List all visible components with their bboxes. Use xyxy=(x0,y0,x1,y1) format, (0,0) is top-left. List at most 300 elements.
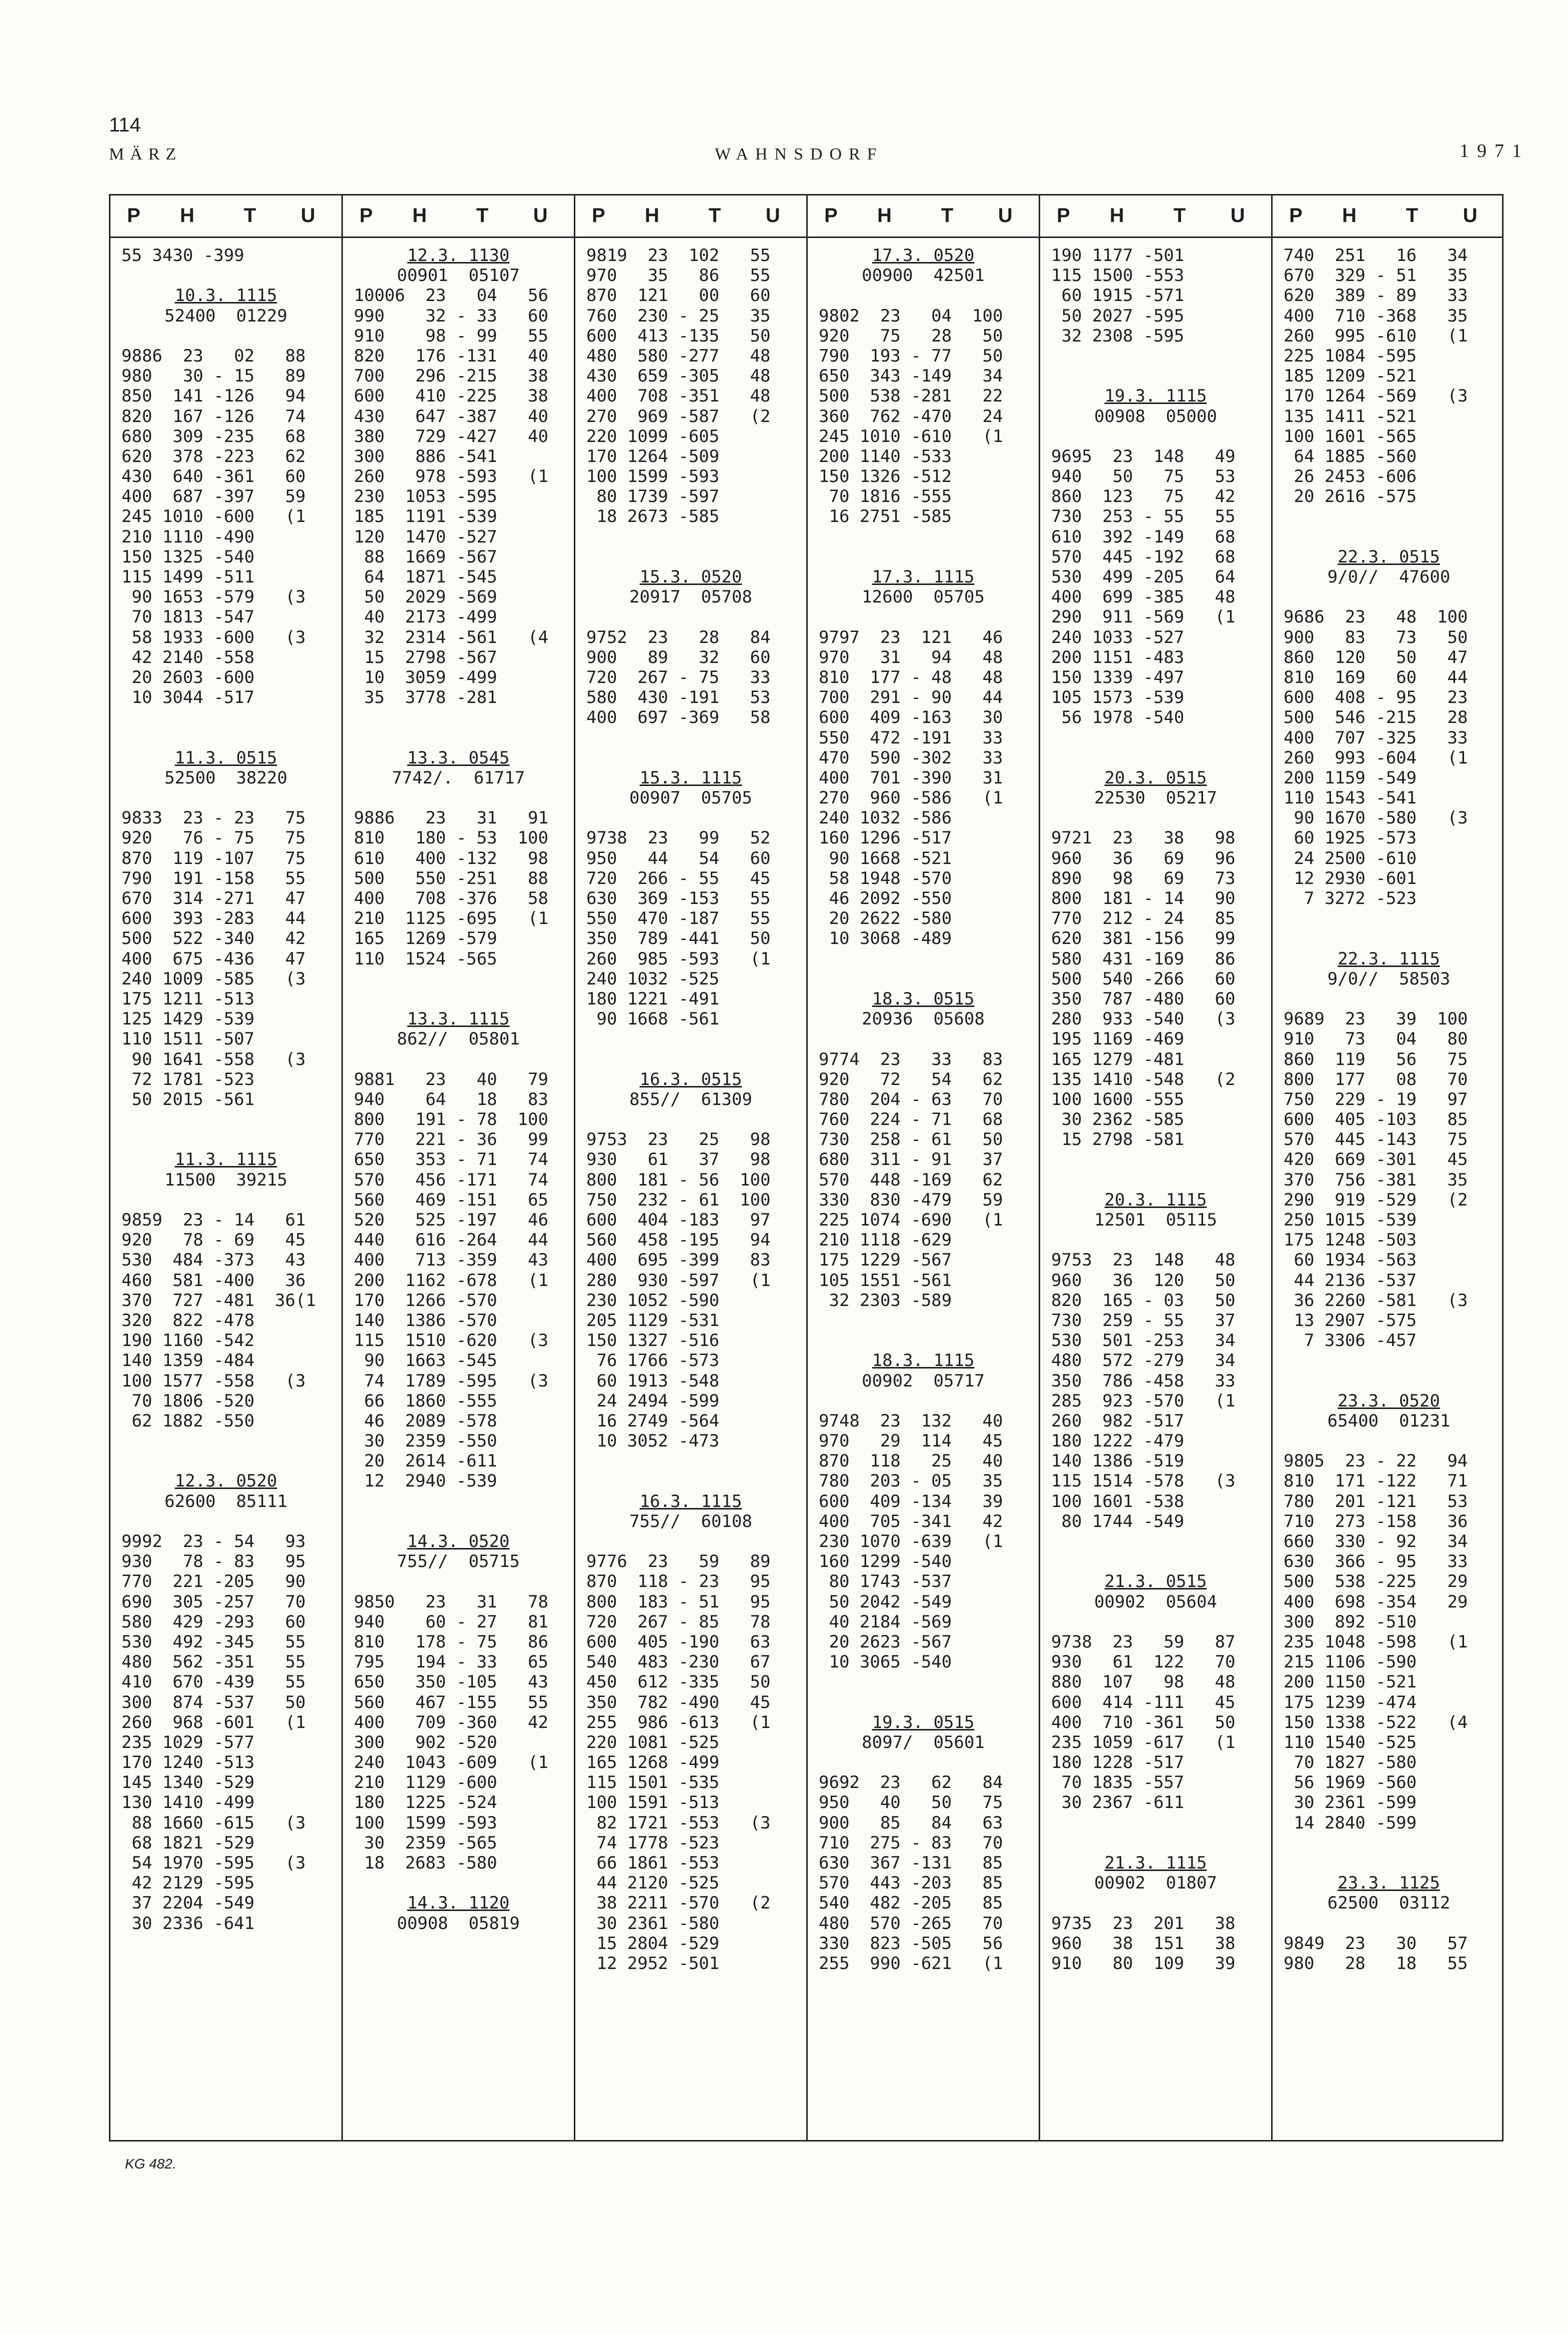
data-row: 290 919 -529 (2 xyxy=(1284,1190,1468,1210)
form-code: KG 482. xyxy=(125,2156,176,2172)
data-row: 60 1915 -571 xyxy=(1051,286,1185,306)
data-row: 260 982 -517 xyxy=(1051,1410,1185,1431)
data-row: 600 409 -163 30 xyxy=(819,708,1003,728)
data-row: 70 1816 -555 xyxy=(819,486,952,507)
section-code: 00900 42501 xyxy=(862,266,985,286)
section-heading: 13.3. 1115 xyxy=(407,1009,510,1030)
data-row: 20 2623 -567 xyxy=(819,1632,952,1652)
spacer-row xyxy=(1273,527,1505,547)
data-row: 550 470 -187 55 xyxy=(586,908,771,929)
data-row: 170 1264 -569 (3 xyxy=(1284,386,1468,406)
spacer-row xyxy=(808,286,1039,306)
section-heading: 20.3. 0515 xyxy=(1104,768,1207,788)
data-row: 500 540 -266 60 xyxy=(1051,968,1236,989)
data-row: 185 1209 -521 xyxy=(1284,366,1417,386)
data-row: 9805 23 - 22 94 xyxy=(1284,1451,1468,1472)
data-row: 26 2453 -606 xyxy=(1284,466,1417,487)
data-row: 600 404 -183 97 xyxy=(586,1210,771,1230)
column-header xyxy=(575,196,806,236)
data-row: 200 1140 -533 xyxy=(819,446,952,466)
spacer-row xyxy=(808,1752,1039,1772)
data-row: 40 2173 -499 xyxy=(354,607,497,628)
spacer-row xyxy=(110,1431,341,1451)
data-row: 230 1052 -590 xyxy=(586,1290,720,1310)
data-row: 240 1009 -585 (3 xyxy=(121,968,306,989)
column-header-label: U xyxy=(533,204,548,226)
data-row: 820 176 -131 40 xyxy=(354,346,548,366)
data-row: 40 2184 -569 xyxy=(819,1612,952,1632)
data-row: 175 1239 -474 xyxy=(1284,1692,1417,1712)
station-heading: WAHNSDORF xyxy=(715,145,884,164)
data-row: 210 1125 -695 (1 xyxy=(354,908,548,929)
column-header xyxy=(1273,196,1505,236)
spacer-row xyxy=(1040,1532,1271,1552)
data-row: 180 1222 -479 xyxy=(1051,1431,1185,1452)
data-row: 80 1744 -549 xyxy=(1051,1511,1185,1532)
data-row: 9721 23 38 98 xyxy=(1051,828,1236,848)
data-row: 900 83 73 50 xyxy=(1284,627,1468,648)
spacer-row xyxy=(110,1110,341,1130)
data-row: 150 1327 -516 xyxy=(586,1330,720,1351)
data-row: 80 1743 -537 xyxy=(819,1572,952,1592)
data-row: 960 36 69 96 xyxy=(1051,848,1236,868)
spacer-row xyxy=(575,547,806,567)
data-row: 770 221 - 36 99 xyxy=(354,1130,548,1150)
data-row: 24 2494 -599 xyxy=(586,1390,720,1411)
data-row: 9735 23 201 38 xyxy=(1051,1913,1236,1934)
data-row: 860 119 56 75 xyxy=(1284,1049,1468,1070)
spacer-row xyxy=(343,1572,574,1592)
data-row: 58 1948 -570 xyxy=(819,868,952,888)
data-row: 600 414 -111 45 xyxy=(1051,1692,1236,1712)
data-row: 580 431 -169 86 xyxy=(1051,948,1236,969)
data-row: 800 181 - 56 100 xyxy=(586,1170,771,1190)
section-heading: 18.3. 1115 xyxy=(872,1350,975,1371)
data-row: 570 448 -169 62 xyxy=(819,1170,1003,1190)
data-row: 115 1499 -511 xyxy=(121,567,255,587)
spacer-row xyxy=(808,527,1039,547)
data-row: 800 181 - 14 90 xyxy=(1051,888,1236,908)
data-row: 970 29 114 45 xyxy=(819,1431,1003,1452)
column-header-label: H xyxy=(644,204,659,226)
data-row: 20 2603 -600 xyxy=(121,667,255,688)
data-row: 20 2622 -580 xyxy=(819,908,952,929)
data-row: 9992 23 - 54 93 xyxy=(121,1532,306,1552)
data-row: 780 203 - 05 35 xyxy=(819,1471,1003,1492)
column-header xyxy=(808,196,1039,236)
column-header-label: H xyxy=(179,204,194,226)
data-row: 165 1268 -499 xyxy=(586,1752,720,1773)
section-heading: 12.3. 1130 xyxy=(407,246,510,266)
data-row: 220 1081 -525 xyxy=(586,1732,720,1752)
data-row: 160 1299 -540 xyxy=(819,1552,952,1572)
data-row: 800 183 - 51 95 xyxy=(586,1592,771,1612)
spacer-row xyxy=(110,266,341,286)
data-row: 730 258 - 61 50 xyxy=(819,1130,1003,1150)
data-row: 60 1913 -548 xyxy=(586,1370,720,1391)
data-row: 580 429 -293 60 xyxy=(121,1612,306,1632)
spacer-row xyxy=(343,969,574,989)
data-row: 255 990 -621 (1 xyxy=(819,1953,1003,1974)
section-heading: 21.3. 1115 xyxy=(1104,1853,1207,1873)
data-row: 70 1806 -520 xyxy=(121,1390,255,1411)
data-row: 16 2749 -564 xyxy=(586,1410,720,1431)
spacer-row xyxy=(110,1190,341,1210)
data-row: 970 35 86 55 xyxy=(586,266,771,286)
spacer-row xyxy=(575,1532,806,1552)
spacer-row xyxy=(1273,506,1505,526)
data-row: 7 3272 -523 xyxy=(1284,888,1417,908)
section-code: 855// 61309 xyxy=(629,1089,752,1110)
data-row: 980 30 - 15 89 xyxy=(121,366,306,386)
spacer-row xyxy=(110,728,341,748)
data-row: 7 3306 -457 xyxy=(1284,1330,1417,1351)
column-header-label: U xyxy=(765,204,780,226)
data-row: 10 3065 -540 xyxy=(819,1652,952,1672)
data-row: 800 191 - 78 100 xyxy=(354,1110,548,1130)
data-row: 400 710 -361 50 xyxy=(1051,1712,1236,1732)
spacer-row xyxy=(110,708,341,728)
data-row: 60 1934 -563 xyxy=(1284,1250,1417,1270)
data-row: 600 409 -134 39 xyxy=(819,1491,1003,1512)
spacer-row xyxy=(808,1692,1039,1712)
data-row: 570 456 -171 74 xyxy=(354,1170,548,1190)
spacer-row xyxy=(343,788,574,808)
spacer-row xyxy=(575,607,806,627)
data-row: 58 1933 -600 (3 xyxy=(121,627,306,648)
spacer-row xyxy=(1040,1170,1271,1190)
data-row: 330 823 -505 56 xyxy=(819,1933,1003,1954)
data-row: 930 61 122 70 xyxy=(1051,1652,1236,1672)
table-column xyxy=(575,196,808,2140)
spacer-row xyxy=(808,1310,1039,1330)
section-code: 52500 38220 xyxy=(164,768,287,788)
data-row: 170 1240 -513 xyxy=(121,1752,255,1773)
spacer-row xyxy=(110,1451,341,1471)
data-row: 24 2500 -610 xyxy=(1284,848,1417,868)
data-row: 500 538 -225 29 xyxy=(1284,1572,1468,1592)
data-row: 30 2362 -585 xyxy=(1051,1110,1185,1130)
spacer-row xyxy=(110,788,341,808)
data-row: 860 120 50 47 xyxy=(1284,647,1468,668)
column-header-label: H xyxy=(412,204,427,226)
data-row: 100 1601 -538 xyxy=(1051,1491,1185,1512)
data-row: 810 180 - 53 100 xyxy=(354,828,548,848)
table-column xyxy=(1273,196,1505,2140)
data-row: 205 1129 -531 xyxy=(586,1310,720,1330)
data-row: 200 1151 -483 xyxy=(1051,647,1185,668)
data-row: 290 911 -569 (1 xyxy=(1051,607,1236,628)
data-row: 9886 23 02 88 xyxy=(121,346,306,366)
data-row: 235 1059 -617 (1 xyxy=(1051,1732,1236,1752)
column-body xyxy=(110,246,341,2140)
data-row: 400 709 -360 42 xyxy=(354,1712,548,1732)
data-row: 50 2027 -595 xyxy=(1051,306,1185,326)
data-row: 350 782 -490 45 xyxy=(586,1692,771,1712)
data-row: 150 1338 -522 (4 xyxy=(1284,1712,1468,1732)
data-row: 9752 23 28 84 xyxy=(586,627,771,648)
spacer-row xyxy=(575,1110,806,1130)
data-row: 285 923 -570 (1 xyxy=(1051,1390,1236,1411)
column-header-label: T xyxy=(708,204,721,226)
data-row: 460 581 -400 36 xyxy=(121,1270,306,1290)
data-row: 540 482 -205 85 xyxy=(819,1893,1003,1914)
data-row: 370 756 -381 35 xyxy=(1284,1170,1468,1190)
spacer-row xyxy=(575,808,806,828)
section-heading: 12.3. 0520 xyxy=(174,1471,277,1492)
data-row: 930 78 - 83 95 xyxy=(121,1552,306,1572)
data-row: 870 121 00 60 xyxy=(586,286,771,306)
spacer-row xyxy=(343,1512,574,1532)
data-row: 36 2260 -581 (3 xyxy=(1284,1290,1468,1310)
data-row: 400 708 -376 58 xyxy=(354,888,548,908)
spacer-row xyxy=(1040,1552,1271,1572)
data-row: 370 727 -481 36(1 xyxy=(121,1290,316,1310)
data-row: 920 72 54 62 xyxy=(819,1069,1003,1090)
data-row: 12 2940 -539 xyxy=(354,1471,497,1492)
spacer-row xyxy=(808,1672,1039,1692)
data-row: 770 221 -205 90 xyxy=(121,1572,306,1592)
data-row: 670 329 - 51 35 xyxy=(1284,266,1468,286)
data-row: 240 1032 -586 xyxy=(819,808,952,828)
column-body xyxy=(1273,246,1505,2140)
column-header xyxy=(110,196,341,236)
data-row: 710 275 - 83 70 xyxy=(819,1832,1003,1853)
spacer-row xyxy=(343,1050,574,1070)
data-row: 770 212 - 24 85 xyxy=(1051,908,1236,929)
data-row: 42 2129 -595 xyxy=(121,1873,255,1894)
data-row: 18 2683 -580 xyxy=(354,1853,497,1873)
spacer-row xyxy=(1273,1853,1505,1873)
spacer-row xyxy=(1273,1431,1505,1451)
data-row: 810 177 - 48 48 xyxy=(819,667,1003,688)
data-row: 9776 23 59 89 xyxy=(586,1552,771,1572)
data-row: 680 311 - 91 37 xyxy=(819,1150,1003,1170)
data-row: 10006 23 04 56 xyxy=(354,286,548,306)
data-row: 44 2120 -525 xyxy=(586,1873,720,1894)
data-row: 15 2798 -581 xyxy=(1051,1130,1185,1150)
section-heading: 14.3. 1120 xyxy=(407,1893,510,1914)
data-row: 9797 23 121 46 xyxy=(819,627,1003,648)
data-row: 9695 23 148 49 xyxy=(1051,446,1236,466)
data-row: 940 60 - 27 81 xyxy=(354,1612,548,1632)
data-row: 220 1099 -605 xyxy=(586,426,720,446)
data-row: 350 787 -480 60 xyxy=(1051,988,1236,1009)
data-row: 245 1010 -610 (1 xyxy=(819,426,1003,446)
data-row: 14 2840 -599 xyxy=(1284,1812,1417,1833)
section-code: 755// 60108 xyxy=(629,1511,752,1532)
data-row: 680 309 -235 68 xyxy=(121,426,306,446)
section-code: 62600 85111 xyxy=(164,1491,287,1512)
data-row: 50 2015 -561 xyxy=(121,1089,255,1110)
section-heading: 17.3. 0520 xyxy=(872,246,975,266)
data-row: 560 458 -195 94 xyxy=(586,1230,771,1250)
data-row: 870 119 -107 75 xyxy=(121,848,306,868)
data-row: 560 469 -151 65 xyxy=(354,1190,548,1210)
data-row: 115 1500 -553 xyxy=(1051,266,1185,286)
section-code: 00902 05604 xyxy=(1094,1592,1217,1612)
data-row: 300 902 -520 xyxy=(354,1732,497,1752)
data-row: 37 2204 -549 xyxy=(121,1893,255,1914)
data-row: 190 1177 -501 xyxy=(1051,246,1185,266)
data-row: 64 1885 -560 xyxy=(1284,446,1417,466)
spacer-row xyxy=(1273,989,1505,1009)
section-code: 12600 05705 xyxy=(862,587,985,608)
data-row: 500 546 -215 28 xyxy=(1284,708,1468,728)
data-row: 350 789 -441 50 xyxy=(586,928,771,949)
data-row: 500 550 -251 88 xyxy=(354,868,548,888)
spacer-row xyxy=(575,728,806,748)
column-header-label: H xyxy=(1109,204,1124,226)
section-code: 862// 05801 xyxy=(397,1029,520,1050)
column-header-label: P xyxy=(824,204,838,226)
sounding-table xyxy=(109,194,1504,2142)
section-heading: 11.3. 1115 xyxy=(174,1150,277,1170)
data-row: 610 392 -149 68 xyxy=(1051,526,1236,547)
data-row: 10 3044 -517 xyxy=(121,688,255,708)
data-row: 105 1551 -561 xyxy=(819,1270,952,1290)
data-row: 9859 23 - 14 61 xyxy=(121,1210,306,1230)
data-row: 260 985 -593 (1 xyxy=(586,948,771,969)
section-heading: 19.3. 1115 xyxy=(1104,386,1207,406)
data-row: 910 80 109 39 xyxy=(1051,1953,1236,1974)
data-row: 700 296 -215 38 xyxy=(354,366,548,386)
data-row: 13 2907 -575 xyxy=(1284,1310,1417,1330)
data-row: 650 343 -149 34 xyxy=(819,366,1003,386)
column-header-label: P xyxy=(127,204,140,226)
data-row: 600 410 -225 38 xyxy=(354,386,548,406)
data-row: 730 253 - 55 55 xyxy=(1051,506,1236,527)
column-body xyxy=(808,246,1039,2140)
data-row: 530 484 -373 43 xyxy=(121,1250,306,1270)
data-row: 660 330 - 92 34 xyxy=(1284,1532,1468,1552)
data-row: 100 1600 -555 xyxy=(1051,1089,1185,1110)
data-row: 440 616 -264 44 xyxy=(354,1230,548,1250)
table-column xyxy=(1040,196,1273,2140)
data-row: 920 78 - 69 45 xyxy=(121,1230,306,1250)
data-row: 320 822 -478 xyxy=(121,1310,255,1330)
data-row: 300 874 -537 50 xyxy=(121,1692,306,1712)
data-row: 430 647 -387 40 xyxy=(354,406,548,426)
data-row: 350 786 -458 33 xyxy=(1051,1370,1236,1391)
data-row: 480 572 -279 34 xyxy=(1051,1350,1236,1371)
data-row: 80 1739 -597 xyxy=(586,486,720,507)
section-heading: 16.3. 1115 xyxy=(639,1491,742,1512)
section-code: 52400 01229 xyxy=(164,306,287,326)
data-row: 110 1511 -507 xyxy=(121,1029,255,1050)
data-row: 56 1978 -540 xyxy=(1051,708,1185,728)
data-row: 270 960 -586 (1 xyxy=(819,788,1003,808)
spacer-row xyxy=(575,1029,806,1049)
data-row: 560 467 -155 55 xyxy=(354,1692,548,1712)
section-heading: 19.3. 0515 xyxy=(872,1712,975,1732)
data-row: 180 1225 -524 xyxy=(354,1792,497,1813)
data-row: 110 1524 -565 xyxy=(354,948,497,969)
spacer-row xyxy=(575,527,806,547)
data-row: 180 1228 -517 xyxy=(1051,1752,1185,1773)
data-row: 100 1577 -558 (3 xyxy=(121,1370,306,1391)
page-number: 114 xyxy=(109,114,141,136)
data-row: 230 1070 -639 (1 xyxy=(819,1532,1003,1552)
data-row: 100 1599 -593 xyxy=(586,466,720,487)
spacer-row xyxy=(110,1512,341,1532)
spacer-row xyxy=(1273,587,1505,607)
data-row: 9753 23 148 48 xyxy=(1051,1250,1236,1270)
spacer-row xyxy=(1040,366,1271,386)
data-row: 20 2616 -575 xyxy=(1284,486,1417,507)
section-heading: 17.3. 1115 xyxy=(872,567,975,587)
spacer-row xyxy=(808,949,1039,969)
data-row: 410 670 -439 55 xyxy=(121,1672,306,1692)
data-row: 940 64 18 83 xyxy=(354,1089,548,1110)
spacer-row xyxy=(575,1451,806,1471)
data-row: 600 405 -103 85 xyxy=(1284,1110,1468,1130)
data-row: 720 267 - 75 33 xyxy=(586,667,771,688)
data-row: 100 1599 -593 xyxy=(354,1812,497,1833)
table-column xyxy=(110,196,343,2140)
data-row: 32 2308 -595 xyxy=(1051,326,1185,346)
spacer-row xyxy=(1040,728,1271,748)
data-row: 110 1543 -541 xyxy=(1284,788,1417,808)
data-row: 530 501 -253 34 xyxy=(1051,1330,1236,1351)
data-row: 400 705 -341 42 xyxy=(819,1511,1003,1532)
section-heading: 23.3. 0520 xyxy=(1338,1390,1440,1411)
data-row: 135 1411 -521 xyxy=(1284,406,1417,426)
section-code: 22530 05217 xyxy=(1094,788,1217,808)
data-row: 185 1191 -539 xyxy=(354,506,497,527)
section-code: 00902 01807 xyxy=(1094,1873,1217,1894)
column-header-label: T xyxy=(1173,204,1186,226)
section-code: 65400 01231 xyxy=(1327,1410,1451,1431)
data-row: 920 75 28 50 xyxy=(819,326,1003,346)
data-row: 9833 23 - 23 75 xyxy=(121,808,306,828)
section-code: 62500 03112 xyxy=(1327,1893,1451,1914)
data-row: 68 1821 -529 xyxy=(121,1832,255,1853)
data-row: 870 118 - 23 95 xyxy=(586,1572,771,1592)
section-heading: 21.3. 0515 xyxy=(1104,1572,1207,1592)
data-row: 225 1074 -690 (1 xyxy=(819,1210,1003,1230)
spacer-row xyxy=(575,1050,806,1070)
data-row: 530 492 -345 55 xyxy=(121,1632,306,1652)
data-row: 670 314 -271 47 xyxy=(121,888,306,908)
data-row: 200 1162 -678 (1 xyxy=(354,1270,548,1290)
data-row: 260 968 -601 (1 xyxy=(121,1712,306,1732)
data-row: 245 1010 -600 (1 xyxy=(121,506,306,527)
data-row: 800 177 08 70 xyxy=(1284,1069,1468,1090)
data-row: 9686 23 48 100 xyxy=(1284,607,1468,628)
data-row: 300 886 -541 xyxy=(354,446,497,466)
data-row: 9748 23 132 40 xyxy=(819,1410,1003,1431)
column-body xyxy=(343,246,574,2140)
data-row: 790 193 - 77 50 xyxy=(819,346,1003,366)
data-row: 125 1429 -539 xyxy=(121,1009,255,1030)
data-row: 570 443 -203 85 xyxy=(819,1873,1003,1894)
data-row: 90 1663 -545 xyxy=(354,1350,497,1371)
data-row: 230 1053 -595 xyxy=(354,486,497,507)
data-row: 30 2336 -641 xyxy=(121,1913,255,1934)
data-row: 255 986 -613 (1 xyxy=(586,1712,771,1732)
data-row: 570 445 -143 75 xyxy=(1284,1130,1468,1150)
section-code: 00907 05705 xyxy=(629,788,752,808)
data-row: 400 699 -385 48 xyxy=(1051,587,1236,608)
data-row: 950 40 50 75 xyxy=(819,1792,1003,1813)
data-row: 18 2673 -585 xyxy=(586,506,720,527)
data-row: 795 194 - 33 65 xyxy=(354,1652,548,1672)
data-row: 750 229 - 19 97 xyxy=(1284,1089,1468,1110)
column-header-label: P xyxy=(1057,204,1070,226)
data-row: 400 698 -354 29 xyxy=(1284,1592,1468,1612)
data-row: 175 1248 -503 xyxy=(1284,1230,1417,1250)
